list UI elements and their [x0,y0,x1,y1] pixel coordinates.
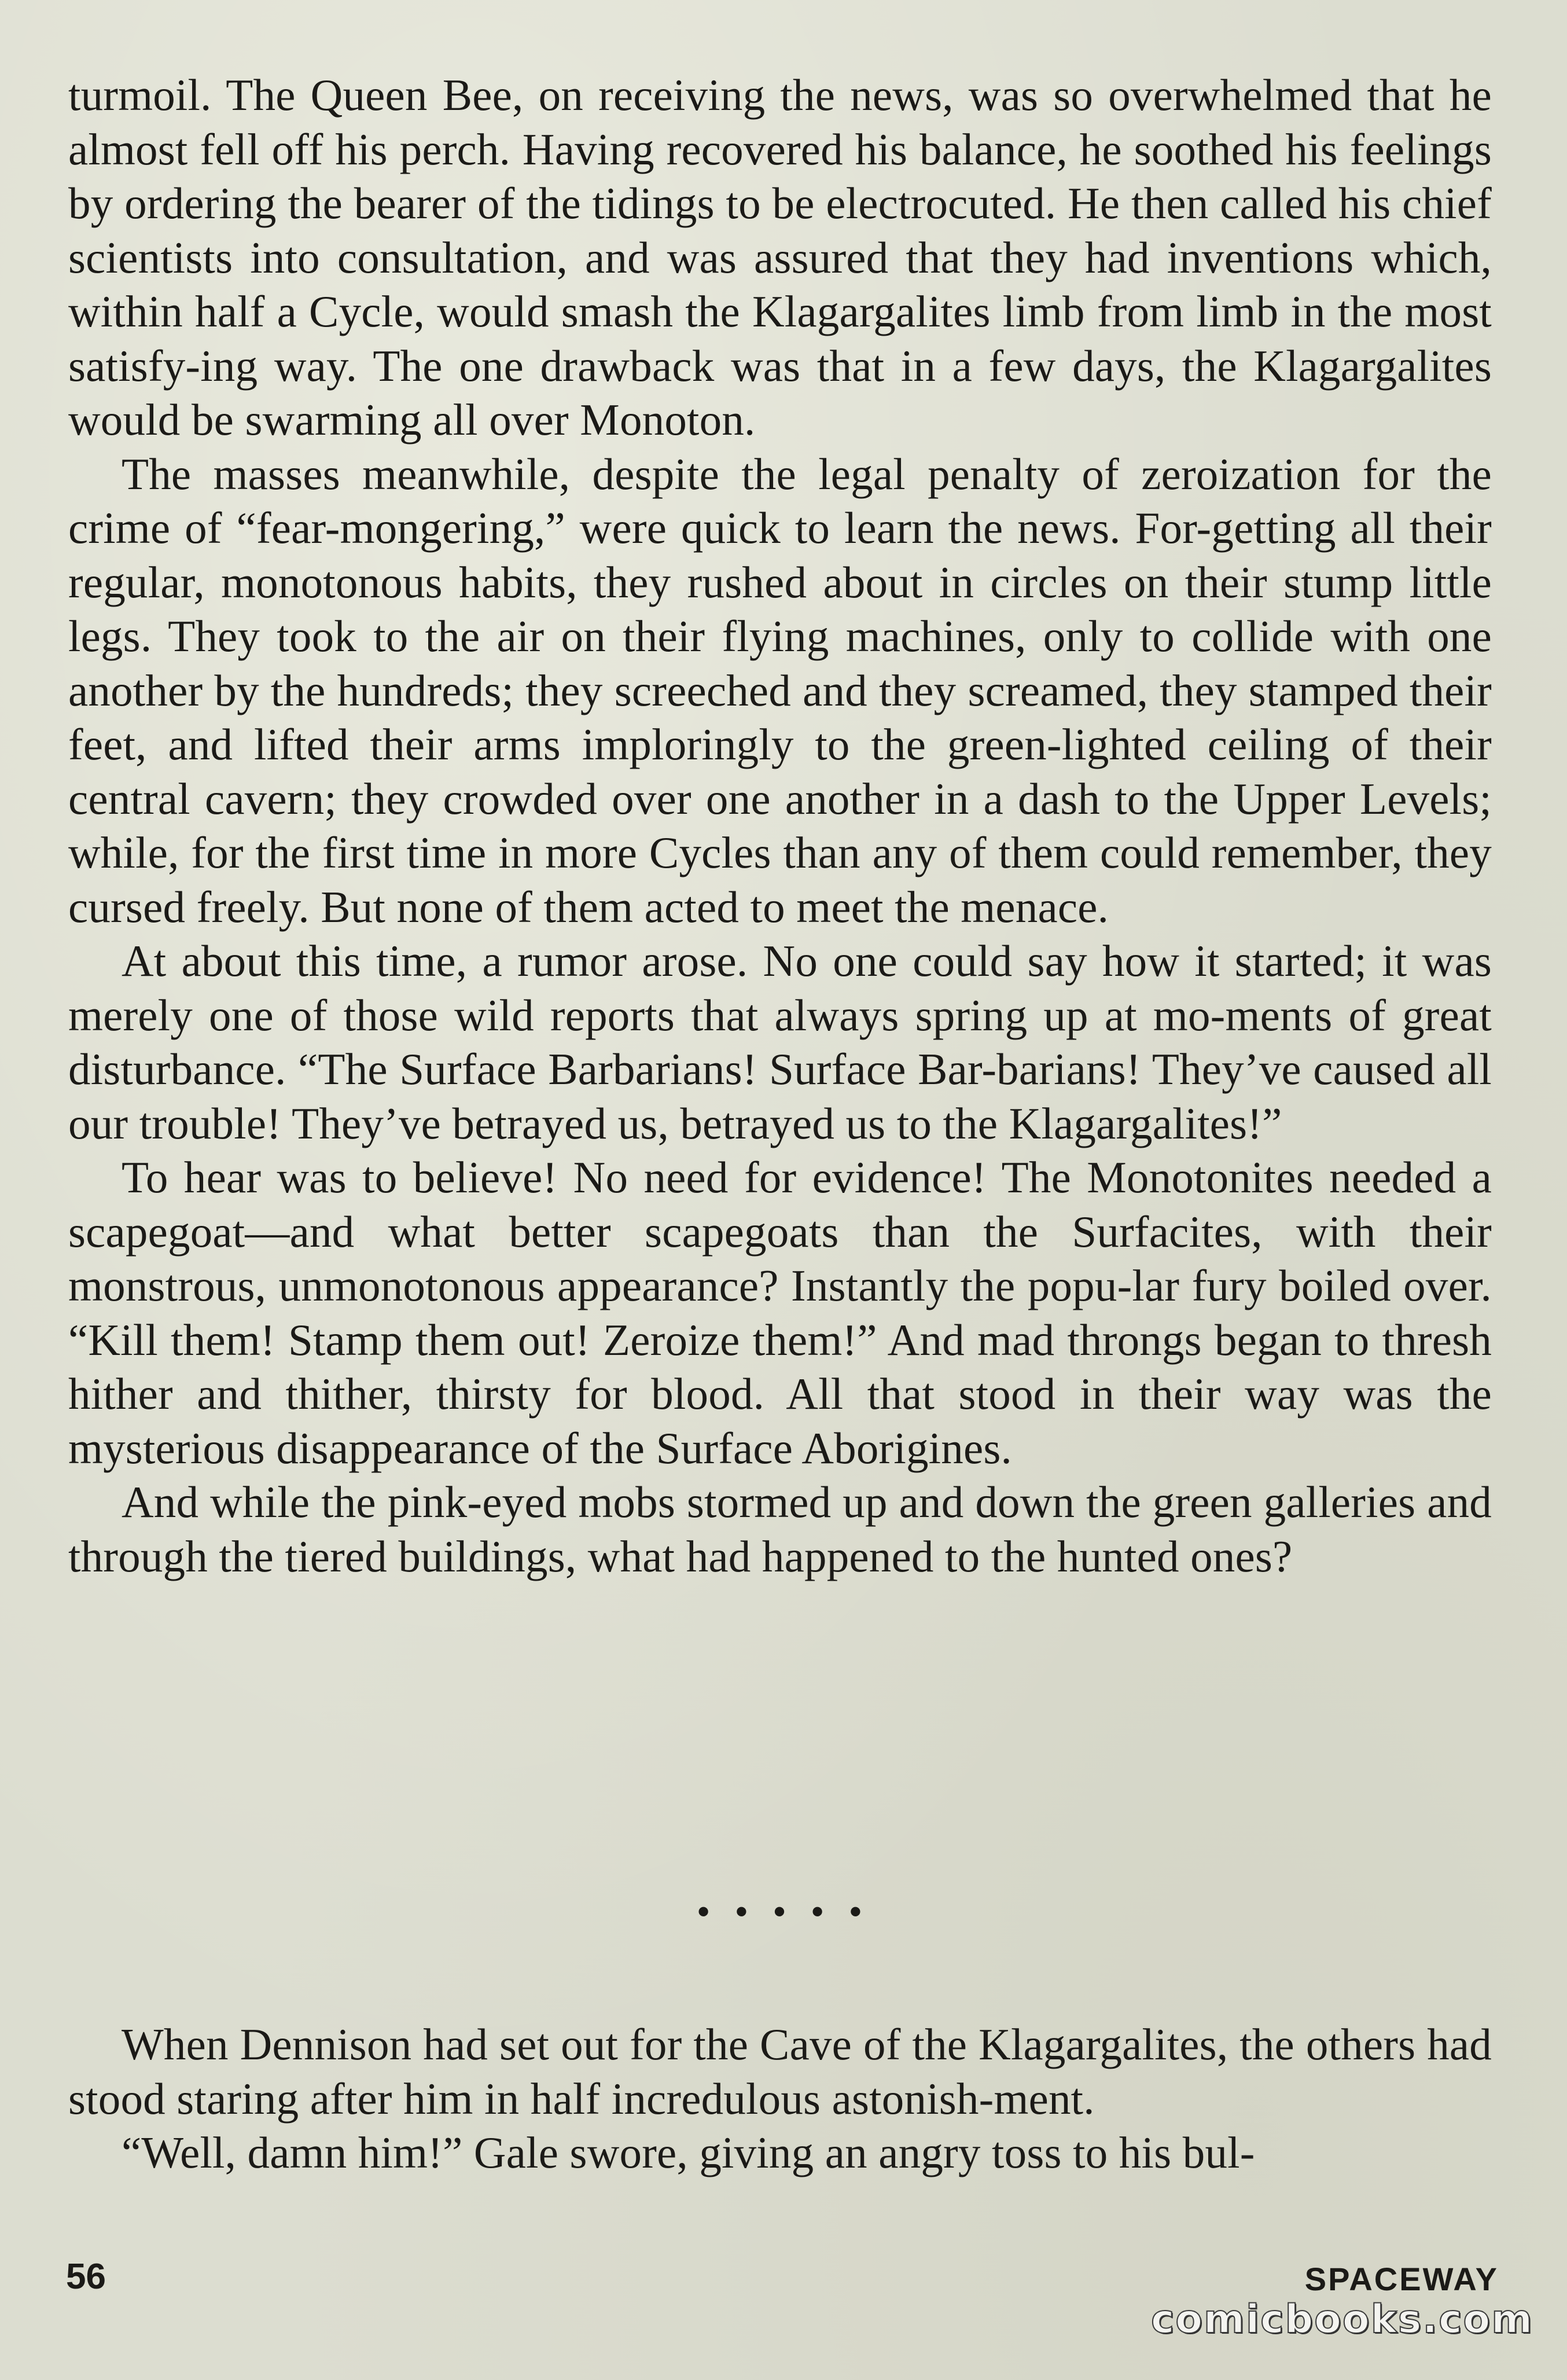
text-column-continued [68,2018,1492,2180]
text-column [68,68,1492,1584]
section-break-dots: • • • • • [697,1892,870,1931]
paragraph-masses: The masses meanwhile, despite the legal penalty of zeroization for the crime of “fear-mongering,” were quick to learn the news. For-getting all their regular, monotonous habits, they rushed about in circles on their stump little legs. They took to the air on their flying machines, only to collide with one another by the hundreds; they screeched and they screamed, they stamped their feet, and lifted their arms imploringly to the green-lighted ceiling of their central cavern; they crowded over one another in a dash to the Upper Levels; while, for the first time in more Cycles than any of them could remember, they cursed freely. But none of them acted to meet the menace. [68,449,1492,932]
paragraph-scapegoat: To hear was to believe! No need for evidence! The Monotonites needed a scapegoat—and what better scapegoats than the Surfacites, with their monstrous, unmonotonous appearance? Instantly the popu-lar fury boiled over. “Kill them! Stamp them out! Zeroize them!” And mad throngs began to thresh hither and thither, thirsty for blood. All that stood in their way was the mysterious disappearance of the Surface Aborigines. [68,1152,1492,1473]
paragraph-hunted: And while the pink-eyed mobs stormed up and down the green galleries and through the tiered buildings, what had happened to the hunted ones? [68,1477,1492,1581]
paragraph-turmoil: turmoil. The Queen Bee, on receiving the news, was so overwhelmed that he almost fell off his perch. Having recovered his balance, he soothed his feelings by ordering the bearer of the tidings to be electrocuted. He then called his chief scientists into consultation, and was assured that they had inventions which, within half a Cycle, would smash the Klagargalites limb from limb in the most satisfy-ing way. The one drawback was that in a few days, the Klagargalites would be swarming all over Monoton. [68,70,1492,445]
page-number: 56 [66,2257,106,2297]
magazine-title: SPACEWAY [1304,2261,1499,2297]
paragraph-gale: “Well, damn him!” Gale swore, giving an angry toss to his bul- [122,2128,1255,2177]
paragraph-dennison: When Dennison had set out for the Cave of the Klagargalites, the others had stood staring after him in half incredulous astonish-ment. [68,2019,1492,2124]
paragraph-rumor: At about this time, a rumor arose. No one could say how it started; it was merely one of those wild reports that always spring up at mo-ments of great disturbance. “The Surface Barbarians! Surface Bar-barians! They’ve caused all our trouble! They’ve betrayed us, betrayed us to the Klagargalites!” [68,936,1492,1148]
source-watermark: comicbooks.com [1150,2297,1533,2342]
